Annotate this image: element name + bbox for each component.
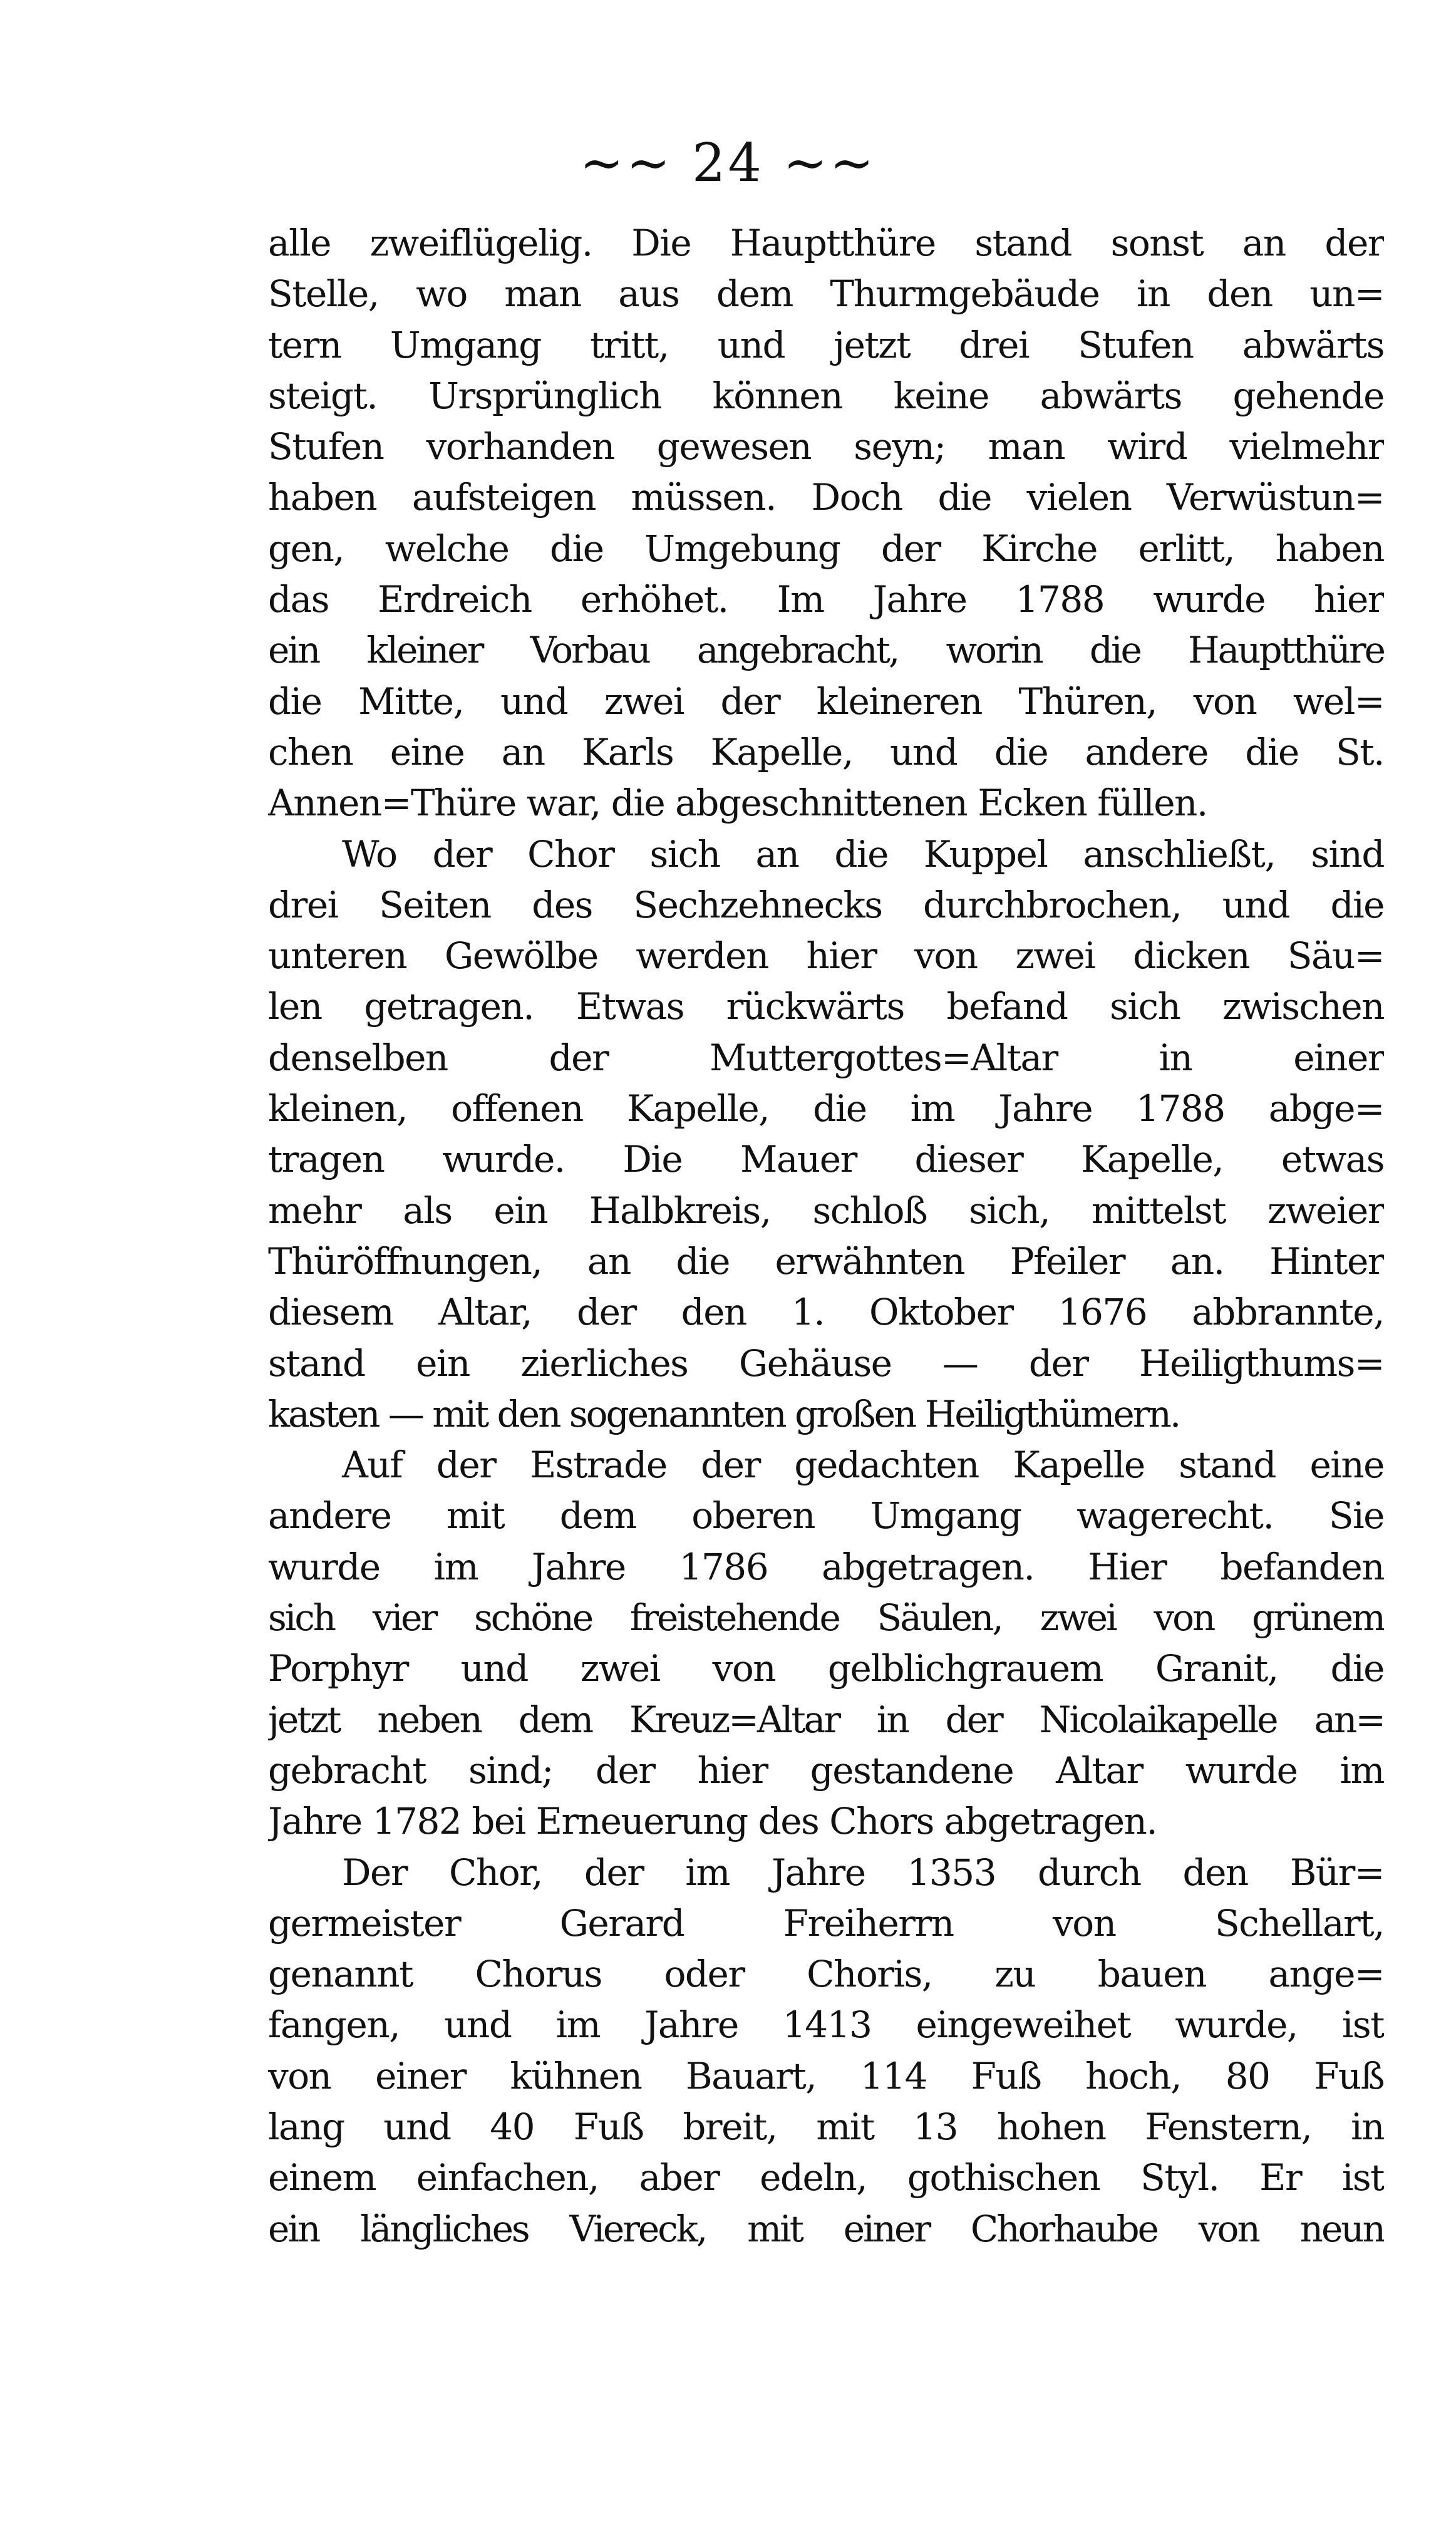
text-line: Der Chor, der im Jahre 1353 durch den Bür= (342, 1851, 1384, 1894)
text-line: Stelle, wo man aus dem Thurmgebäude in den un= (268, 272, 1384, 316)
body-text (268, 218, 1384, 2255)
text-line: chen eine an Karls Kapelle, und die andere die St. (268, 730, 1384, 773)
text-line: ein längliches Viereck, mit einer Chorhaube von neun (268, 2207, 1384, 2250)
text-line: kleinen, offenen Kapelle, die im Jahre 1788 abge= (268, 1087, 1384, 1130)
text-line: einem einfachen, aber edeln, gothischen Styl. Er ist (268, 2156, 1384, 2199)
text-line: das Erdreich erhöhet. Im Jahre 1788 wurde hier (268, 578, 1384, 621)
text-line: steigt. Ursprünglich können keine abwärts gehende (268, 374, 1384, 417)
text-line: genannt Chorus oder Choris, zu bauen ange= (268, 1953, 1384, 1996)
text-line: gebracht sind; der hier gestandene Altar wurde im (268, 1749, 1384, 1792)
page-number-header: ~~ 24 ~~ (579, 132, 877, 194)
text-line: tern Umgang tritt, und jetzt drei Stufen abwärts (268, 323, 1384, 366)
text-line: von einer kühnen Bauart, 114 Fuß hoch, 80 Fuß (268, 2054, 1384, 2097)
text-line: jetzt neben dem Kreuz=Altar in der Nicolaikapelle an= (268, 1698, 1384, 1741)
text-line: denselben der Muttergottes=Altar in einer (268, 1036, 1384, 1079)
text-line: sich vier schöne freistehende Säulen, zwei von grünem (268, 1596, 1384, 1640)
text-line: haben aufsteigen müssen. Doch die vielen Verwüstun= (268, 476, 1384, 519)
text-line: tragen wurde. Die Mauer dieser Kapelle, etwas (268, 1138, 1384, 1181)
text-line: die Mitte, und zwei der kleineren Thüren, von wel= (268, 680, 1384, 723)
text-line: Jahre 1782 bei Erneuerung des Chors abgetragen. (268, 1800, 1157, 1843)
text-line: stand ein zierliches Gehäuse — der Heiligthums= (268, 1341, 1384, 1385)
text-line: Thüröffnungen, an die erwähnten Pfeiler an. Hinter (268, 1239, 1384, 1283)
text-line: Wo der Chor sich an die Kuppel anschließt, sind (342, 832, 1384, 876)
text-line: germeister Gerard Freiherrn von Schellart, (268, 1901, 1384, 1945)
text-line: diesem Altar, der den 1. Oktober 1676 abbrannte, (268, 1291, 1384, 1334)
text-line: len getragen. Etwas rückwärts befand sich zwischen (268, 985, 1384, 1028)
text-line: alle zweiflügelig. Die Hauptthüre stand sonst an der (268, 222, 1384, 264)
text-line: kasten — mit den sogenannten großen Heiligthümern. (268, 1392, 1180, 1435)
text-line: andere mit dem oberen Umgang wagerecht. Sie (268, 1494, 1384, 1537)
text-line: gen, welche die Umgebung der Kirche erlitt, haben (268, 527, 1384, 570)
text-line: mehr als ein Halbkreis, schloß sich, mittelst zweier (268, 1189, 1384, 1232)
text-line: Auf der Estrade der gedachten Kapelle stand eine (342, 1444, 1384, 1487)
text-line: ein kleiner Vorbau angebracht, worin die Hauptthüre (268, 629, 1384, 672)
text-line: unteren Gewölbe werden hier von zwei dicken Säu= (268, 934, 1384, 978)
text-line: Annen=Thüre war, die abgeschnittenen Ecken füllen. (268, 782, 1207, 825)
text-line: Porphyr und zwei von gelblichgrauem Granit, die (268, 1647, 1384, 1690)
text-line: drei Seiten des Sechzehnecks durchbrochen, und die (268, 883, 1384, 926)
text-line: Stufen vorhanden gewesen seyn; man wird vielmehr (268, 425, 1384, 468)
text-line: wurde im Jahre 1786 abgetragen. Hier befanden (268, 1545, 1384, 1588)
text-line: lang und 40 Fuß breit, mit 13 hohen Fenstern, in (268, 2105, 1384, 2148)
text-line: fangen, und im Jahre 1413 eingeweihet wurde, ist (268, 2003, 1384, 2047)
